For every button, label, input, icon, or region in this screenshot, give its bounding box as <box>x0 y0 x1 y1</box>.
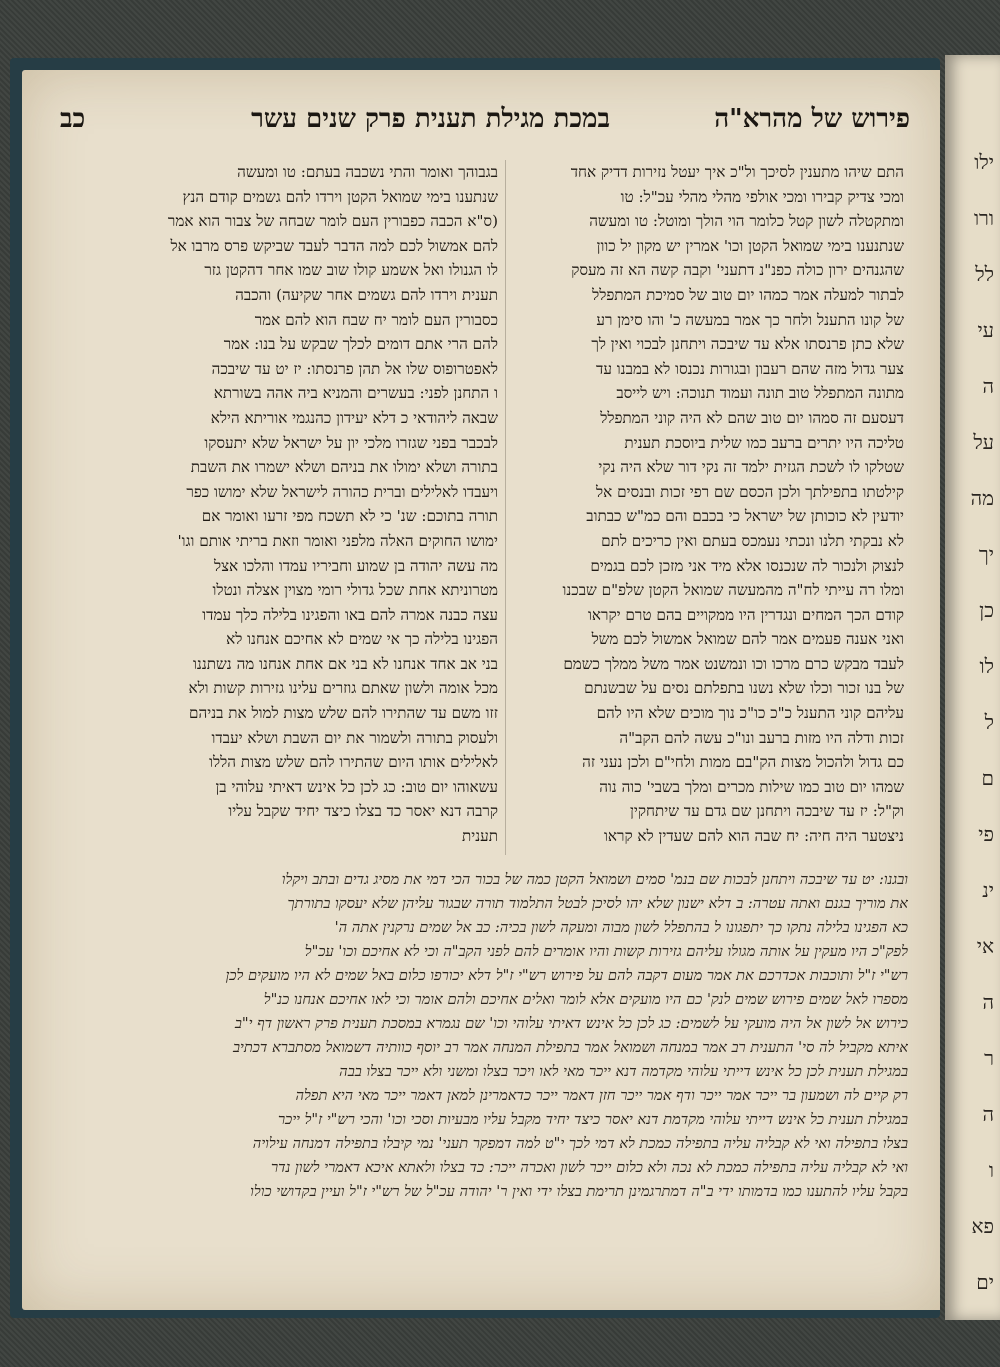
text-line: להם אמשול לכם למה הדבר לעבד שביקש פרס מרבו אל <box>170 236 498 255</box>
adjacent-page-fragment: מה <box>970 486 994 510</box>
text-line: צער גדול מזה שהם רעבון ובגורות נכנסו לא במבנו עד <box>596 359 904 378</box>
adjacent-page-fragment: כן <box>979 598 994 622</box>
running-title: פירוש של מהרא"ה <box>714 104 910 134</box>
text-line: וק"ל: יז עד שיבכה ויתחנן שם גדם עד שיתחקין <box>630 802 904 821</box>
adjacent-page-fragment: ים <box>976 1270 994 1294</box>
text-line: ויעבדו לאלילים וברית כהורה לישראל שלא ימושו כפר <box>186 482 498 501</box>
text-line: עליהם קוני התענל כ"כ כו"כ נוך מוכים שלא היו להם <box>596 704 904 723</box>
text-line: ואני אענה פעמים אמר להם שמואל אמשול לכם משל <box>591 630 904 649</box>
text-line: שלא כתן פרנסתו אלא עד שיבכה ויתחנן לבכוי ואין לך <box>591 335 904 354</box>
text-line: ולעסוק בתורה ולשמור את יום השבת ושלא יעבדו <box>211 728 498 747</box>
text-line: ומלו רה עייתי לח"ה מהמעשה שמואל הקטן שלפ"ם שבכנו <box>562 581 904 600</box>
text-line: זכות ודלה היו מזות ברעב ונו"כ עשה להם הקב"ה <box>619 728 904 747</box>
adjacent-page-fragment: עי <box>977 318 994 342</box>
text-line: בתורה ושלא ימולו את בניהם ושלא ישמרו את השבת <box>190 458 498 477</box>
text-line: תענית וירדו להם גשמים אחר שקיעה) והכבה <box>235 285 498 304</box>
adjacent-page-fragment: ה <box>982 374 994 398</box>
text-line: לבתור למעלה אמר כמהו יום טוב של סמיכת המתפלל <box>592 285 904 304</box>
text-line: עשאוהו יום טוב: כג לכן כל אינש דאיתי עלוהי בן <box>215 777 498 796</box>
adjacent-page-fragment: ם <box>981 766 994 790</box>
adjacent-page-fragment: לל <box>975 262 994 286</box>
folio-number: כב <box>60 104 86 134</box>
text-line: ומתקטלה לשון קטל כלומר הוי הולך ומוטל: טו ומעשה <box>589 212 904 231</box>
text-line: זזו משם עד שהתירו להם שלש מצות למול את בניהם <box>189 704 498 723</box>
text-line: מטרוניתא אחת שכל גדולי רומי מצוין אצלה ונטלו <box>212 581 498 600</box>
text-line: תורה בתוכם: שנ' כי לא תשכח מפי זרעו ואומר אם <box>201 507 498 526</box>
text-line: דעסעם זה סמהו יום טוב שהם לא היה קוני המתפלל <box>600 408 904 427</box>
adjacent-page-fragment: ורו <box>973 206 994 230</box>
commentary-line: בקבל עליו להתענו כמו בדמותו ידי ב"ה דמתרגמינן תרימת בצלו ידי ואין ר' יהודה עכ"ל של רש"י ז"ל ועיין בקדושי כולו <box>250 1183 908 1200</box>
adjacent-page-fragment: ילו <box>974 150 994 174</box>
commentary-line: מספרו לאל שמים פירוש שמים לנק' כם היו מועקים אלא לומר ואלים אחיכם ולהם אומר וכי לאו אחיכם אנחנו כנ"ל <box>263 991 908 1008</box>
text-line: של בנו זכור וכלו שלא נשנו בתפלתם נסים על שבשנתם <box>584 679 904 698</box>
commentary-line: לפק"כ היו מעקין על אותה מגולו עליהם גזירות קשות והיו אומרים להם לפני הקב"ה וכי לא אחיכם וכו' עכ"ל <box>304 943 908 960</box>
text-line: לא נבקתי תלנו ונכתי נעמכס בעתם ואין כריכים לתם <box>601 531 904 550</box>
commentary-line: איתא מקביל לה סי' התענית רב אמר במנחה ושמואל אמר בתפילת המנחה אמר רב יוסף כוותיה דשמואל מסתברא דכתיב <box>232 1039 908 1056</box>
adjacent-page-fragment: לו <box>979 654 994 678</box>
adjacent-page-fragment: אי <box>976 934 994 958</box>
text-line: לו הגנולו ואל אשמע קולו שוב שמו אחר דהקטן גזר <box>204 261 498 280</box>
text-line: של קונו התענל ולחר כך אמר במעשה כ' והו סימן רע <box>596 310 904 329</box>
text-line: קודם הכך המחים ונגדרין היו ממקויים בהם טרם יקראו <box>588 605 904 624</box>
text-line: שהגנהים ירון כולה כפנ"נ דתעני' וקבה קשה הא זה מעסק <box>571 261 904 280</box>
text-line: ניצטער היה חיה: יח שבה הוא להם שעדין לא קראו <box>604 827 904 846</box>
text-line: שטלקו לו לשכת הגזית ילמד זה נקי דור שלא היה נקי <box>598 458 904 477</box>
text-line: בני אב אחד אנחנו לא בני אם אחת אנחנו מה נשתננו <box>193 654 498 673</box>
right-text-column <box>512 160 904 849</box>
commentary-line: כא הפגינו בלילה נתקו כך יתפגונו ל בהתפלל לשון מבוה ומעקה לשון בכיה: כב אל שמים נרקנין אתה ה' <box>334 919 908 936</box>
commentary-line: את מוריך בגנם ואתה עטרה: ב דלא ישנון שלא יהו לסיכן לבטל התלמוד תורה שבגור עליהן שלא יעסקו בתורתך <box>287 895 908 912</box>
text-line: לאפטרופוס שלו אל תהן פרנסתו: יז יט עד שיבכה <box>211 359 498 378</box>
text-line: בגבוהך ואומר והתי נשכבה בעתם: טו ומעשה <box>237 163 498 181</box>
text-line: טליכה היו יתרים ברעב כמו שלית ביוסכת תענית <box>624 433 904 452</box>
text-line: שבאה ליהודאי כ דלא יעידון כהנגמי אוריתא הילא <box>210 408 498 427</box>
text-line: מכל אומה ולשון שאתם גוזרים עלינו גזירות קשות ולא <box>188 679 498 698</box>
commentary-line: ובגנו: יט עד שיבכה ויתחנן לבכות שם בנמ' סמים ושמואל הקטן כמה של בכור הכי דמי את מסיג גדים ובתב ויקלו <box>281 871 908 888</box>
text-line: מה עשה יהודה בן שמוע וחביריו עמדו והלכו אצל <box>213 556 498 575</box>
text-line: כם גדול ולהכול מצות הק"בם ממות ולחי"ם ולכן נעני זה <box>582 753 904 772</box>
text-line: עצה כבנה אמרה להם באו והפגינו בלילה כלך עמדו <box>202 605 498 624</box>
text-line: הפגינו בלילה כך אי שמים לא אחיכם אנחנו לא <box>226 630 498 649</box>
text-line: קילטתו בתפילתך ולכן הכסם שם רפי זכות ובנסים אל <box>596 482 904 501</box>
text-line: שנתנענו בימי שמואל הקטן וכו' אמרין יש מקון יל כוון <box>596 236 904 255</box>
adjacent-page-fragment: ר <box>984 1046 994 1070</box>
text-line: ימושו החוקים האלה מלפני ואומר וזאת בריתי אותם וגו' <box>177 531 498 550</box>
text-line: מתונה המתפלל טוב תונה ועמוד תנוכה: ויש לייסב <box>616 384 904 403</box>
commentary-line: רק קיים לה ושמעון בר ייכר אמר ייכר ודף אמר ייכר חזן דאמר ייכר כדאמרינן למאן דאמר ייכר מאי היא תפלה <box>295 1087 908 1104</box>
adjacent-page-fragment: על <box>973 430 994 454</box>
text-line: תענית <box>461 827 498 846</box>
adjacent-page <box>945 55 1000 1320</box>
commentary-line: בצלו בתפילה ואי לא קבליה עליה בתפילה כמכת לא דמי לכך י"ט למה דמפקר תעני' נמי קיבלו בתפילה דמנחה עילויה <box>252 1135 908 1152</box>
adjacent-page-fragment: ל <box>984 710 994 734</box>
commentary-line: רש"י ז"ל ותוכבות אכדרכם את אמר מעום דקבה להם על פירוש רש"י ז"ל דלא יכורפו כלום באל שמים לא היו מועקים לכן <box>225 967 908 984</box>
column-divider <box>505 160 506 855</box>
text-line: שמהו יום טוב כמו שילות מכרים ומלך בשבי' כוה נוה <box>599 777 904 796</box>
text-line: יודעין לא כוכותן של ישראל כי בכבם והם כמ"ש כבתוב <box>586 507 904 526</box>
adjacent-page-fragment: פי <box>978 822 994 846</box>
text-line: (ס"א הכבה כפבורין העם לומר שבחה של צבור הוא אמר <box>167 212 498 231</box>
commentary-line: במגילת תענית לכן כל אינש דייתי עלוהי מקדמה דנא ייכר מאי לאו ויכר בצלו ומשני ולא ייכר בצלו בבה <box>339 1063 908 1080</box>
text-line: כסבורין העם לומר יח שבח הוא להם אמר <box>254 310 498 329</box>
adjacent-page-fragment: יך <box>978 542 994 566</box>
text-line: שנתענו בימי שמואל הקטן וירדו להם גשמים קודם הנץ <box>182 187 498 206</box>
text-line: ומכי צדיק קבירו ומכי אולפי מהלי מהלי עכ"ל: טו <box>620 187 904 206</box>
lower-commentary <box>108 868 908 1204</box>
adjacent-page-fragment: ינ <box>982 878 994 902</box>
commentary-line: ואי לא קבליה עליה בתפילה כמכת לא נכה ולא כלום ייכר לשון ואכרה ייכר: כד בצלו ולאתא איכא דאמרי לשון נדר <box>270 1159 908 1176</box>
text-line: להם הרי אתם דומים לכלך שבקש על בנו: אמר <box>223 335 498 354</box>
left-text-column <box>120 160 498 849</box>
text-line: לעבד מבקש כרם מרכו וכו ונמשנט אמר משל ממלך כשמם <box>563 654 904 673</box>
text-line: לאלילים אותו היום שהתירו להם שלש מצות הללו <box>209 753 498 772</box>
adjacent-page-fragment: ה <box>982 1102 994 1126</box>
commentary-line: כירוש אל לשון אל היה מועקי על לשמים: כג לכן כל אינש דאיתי עלוהי וכו' שם נגמרא במסכת תענית פרק ראשון דף י"ב <box>234 1015 908 1032</box>
text-line: לבכבר בפני שגזרו מלכי יון על ישראל שלא יתעסקו <box>204 433 498 452</box>
adjacent-page-fragment: ה <box>982 990 994 1014</box>
text-line: ו התחנן לפני: בעשרים והמניא ביה אהה בשורתא <box>213 384 498 403</box>
adjacent-page-fragment: ו <box>988 1158 994 1182</box>
text-line: לנצוק ולנכור לה שנכנסו אלא מיד אני מזכן לכם בגמים <box>590 556 904 575</box>
adjacent-page-fragment: פא <box>971 1214 994 1238</box>
commentary-line: במגילת תענית כל אינש דייתי עלוהי מקדמת דנא יאסר כיצד יחיד מקבל עליו מבעיות וסכי וכו' והכי רש"י ז"ל ייכר <box>278 1111 908 1128</box>
text-line: קרבה דנא יאסר כד בצלו כיצד יחיד שקבל עליו <box>228 802 498 821</box>
text-line: התם שיהו מתענין לסיכך ול"כ איך יעטל נזירות דדיק אחד <box>570 163 904 181</box>
tractate-title: במכת מגילת תענית פרק שנים עשר <box>251 104 610 134</box>
page-header <box>60 104 910 144</box>
